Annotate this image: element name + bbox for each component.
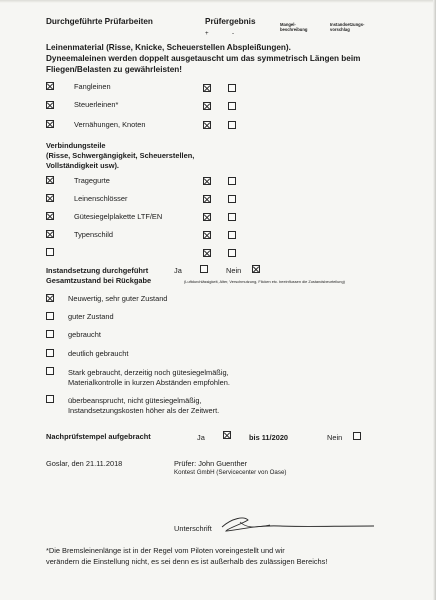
column-minus-sign: -: [232, 30, 235, 37]
overall-option-stark-line-2: Materialkontrolle in kurzen Abständen empfohlen.: [68, 378, 230, 387]
result-minus-checkbox-tragegurte[interactable]: [228, 177, 236, 185]
signature-label: Unterschrift: [174, 524, 212, 533]
result-minus-checkbox-fangleinen[interactable]: [228, 84, 236, 92]
column-header-result: Prüfergebnis: [205, 17, 256, 26]
overall-checkbox-ueberbeansprucht[interactable]: [46, 395, 54, 403]
stamp-nein-checkbox[interactable]: [353, 432, 361, 440]
item-checkbox-vernaehungen[interactable]: [46, 120, 54, 128]
item-label-typenschild: Typenschild: [74, 230, 114, 239]
result-plus-checkbox-guetesiegelplakette[interactable]: [203, 213, 211, 221]
footnote-line-2: verändern die Einstellung nicht, es sei denn es ist außerhalb des zulässigen Bereichs!: [46, 557, 328, 566]
stamp-ja-label: Ja: [197, 433, 205, 442]
stamp-label: Nachprüfstempel aufgebracht: [46, 432, 151, 441]
result-plus-checkbox-vernaehungen[interactable]: [203, 121, 211, 129]
repair-label: Instandsetzung durchgeführt: [46, 266, 149, 275]
section-lines-title-1: Leinenmaterial (Risse, Knicke, Scheuerstellen Abspleißungen).: [46, 43, 291, 52]
overall-checkbox-gut[interactable]: [46, 312, 54, 320]
overall-checkbox-neuwertig[interactable]: [46, 294, 54, 302]
result-plus-checkbox-tragegurte[interactable]: [203, 177, 211, 185]
item-checkbox-guetesiegelplakette[interactable]: [46, 212, 54, 220]
overall-option-ueberbeansprucht-line-2: Instandsetzungskosten höher als der Zeitwert.: [68, 406, 220, 415]
scan-edge-top: [0, 0, 436, 3]
section-parts-title-2: (Risse, Schwergängigkeit, Scheuerstellen,: [46, 151, 195, 160]
repair-ja-checkbox[interactable]: [200, 265, 208, 273]
overall-option-gebraucht: gebraucht: [68, 330, 101, 339]
column-header-defect: Mangel- beschreibung: [280, 22, 308, 32]
item-label-guetesiegelplakette: Gütesiegelplakette LTF/EN: [74, 212, 163, 221]
item-checkbox-leinenschloesser[interactable]: [46, 194, 54, 202]
column-header-work: Durchgeführte Prüfarbeiten: [46, 17, 153, 26]
result-minus-checkbox-steuerleinen[interactable]: [228, 102, 236, 110]
result-minus-checkbox-blank[interactable]: [228, 249, 236, 257]
result-plus-checkbox-fangleinen[interactable]: [203, 84, 211, 92]
result-plus-checkbox-steuerleinen[interactable]: [203, 102, 211, 110]
result-plus-checkbox-blank[interactable]: [203, 249, 211, 257]
result-plus-checkbox-typenschild[interactable]: [203, 231, 211, 239]
item-checkbox-fangleinen[interactable]: [46, 82, 54, 90]
item-label-fangleinen: Fangleinen: [74, 82, 111, 91]
overall-checkbox-stark[interactable]: [46, 367, 54, 375]
repair-nein-checkbox[interactable]: [252, 265, 260, 273]
stamp-until: bis 11/2020: [249, 433, 289, 442]
handwritten-signature: [214, 514, 384, 536]
overall-option-gut: guter Zustand: [68, 312, 114, 321]
result-plus-checkbox-leinenschloesser[interactable]: [203, 195, 211, 203]
overall-option-stark-line-1: Stark gebraucht, derzeitig noch gütesiegelmäßig,: [68, 368, 229, 377]
section-parts-title-3: Vollständigkeit usw).: [46, 161, 119, 170]
repair-nein-label: Nein: [226, 266, 242, 275]
item-checkbox-steuerleinen[interactable]: [46, 101, 54, 109]
section-lines-title-2: Dyneemaleinen werden doppelt ausgetauscht um das symmetrisch Längen beim: [46, 54, 361, 63]
inspector-name: Prüfer: John Guenther: [174, 459, 248, 468]
result-minus-checkbox-leinenschloesser[interactable]: [228, 195, 236, 203]
stamp-ja-checkbox[interactable]: [223, 431, 231, 439]
overall-note: (Luftdurchlässigkeit, Alter, Verschmutzung, Flicken etc. beeinflussen die Zustandsbeurteilung): [184, 279, 345, 284]
column-header-repair: Instandsetzungs- vorschlag: [330, 22, 365, 32]
item-label-vernaehungen: Vernähungen, Knoten: [74, 120, 146, 129]
section-lines-title-3: Fliegen/Belasten zu gewährleisten!: [46, 65, 183, 74]
item-label-leinenschloesser: Leinenschlösser: [74, 194, 128, 203]
item-checkbox-blank[interactable]: [46, 248, 54, 256]
item-checkbox-tragegurte[interactable]: [46, 176, 54, 184]
overall-label: Gesamtzustand bei Rückgabe: [46, 276, 152, 285]
footnote-line-1: *Die Bremsleinenlänge ist in der Regel vom Piloten voreingestellt und wir: [46, 546, 285, 555]
overall-option-deutlich: deutlich gebraucht: [68, 349, 129, 358]
inspector-company: Kontest GmbH (Servicecenter von Oase): [174, 469, 287, 476]
overall-option-ueberbeansprucht-line-1: überbeansprucht, nicht gütesiegelmäßig,: [68, 396, 202, 405]
result-minus-checkbox-vernaehungen[interactable]: [228, 121, 236, 129]
place-date: Goslar, den 21.11.2018: [46, 459, 123, 468]
item-label-steuerleinen: Steuerleinen*: [74, 100, 119, 109]
overall-checkbox-deutlich[interactable]: [46, 349, 54, 357]
item-label-tragegurte: Tragegurte: [74, 176, 110, 185]
result-minus-checkbox-guetesiegelplakette[interactable]: [228, 213, 236, 221]
result-minus-checkbox-typenschild[interactable]: [228, 231, 236, 239]
item-checkbox-typenschild[interactable]: [46, 230, 54, 238]
section-parts-title-1: Verbindungsteile: [46, 141, 106, 150]
column-plus-sign: +: [205, 30, 209, 37]
stamp-nein-label: Nein: [327, 433, 343, 442]
repair-ja-label: Ja: [174, 266, 182, 275]
overall-checkbox-gebraucht[interactable]: [46, 330, 54, 338]
overall-option-neuwertig: Neuwertig, sehr guter Zustand: [68, 294, 168, 303]
